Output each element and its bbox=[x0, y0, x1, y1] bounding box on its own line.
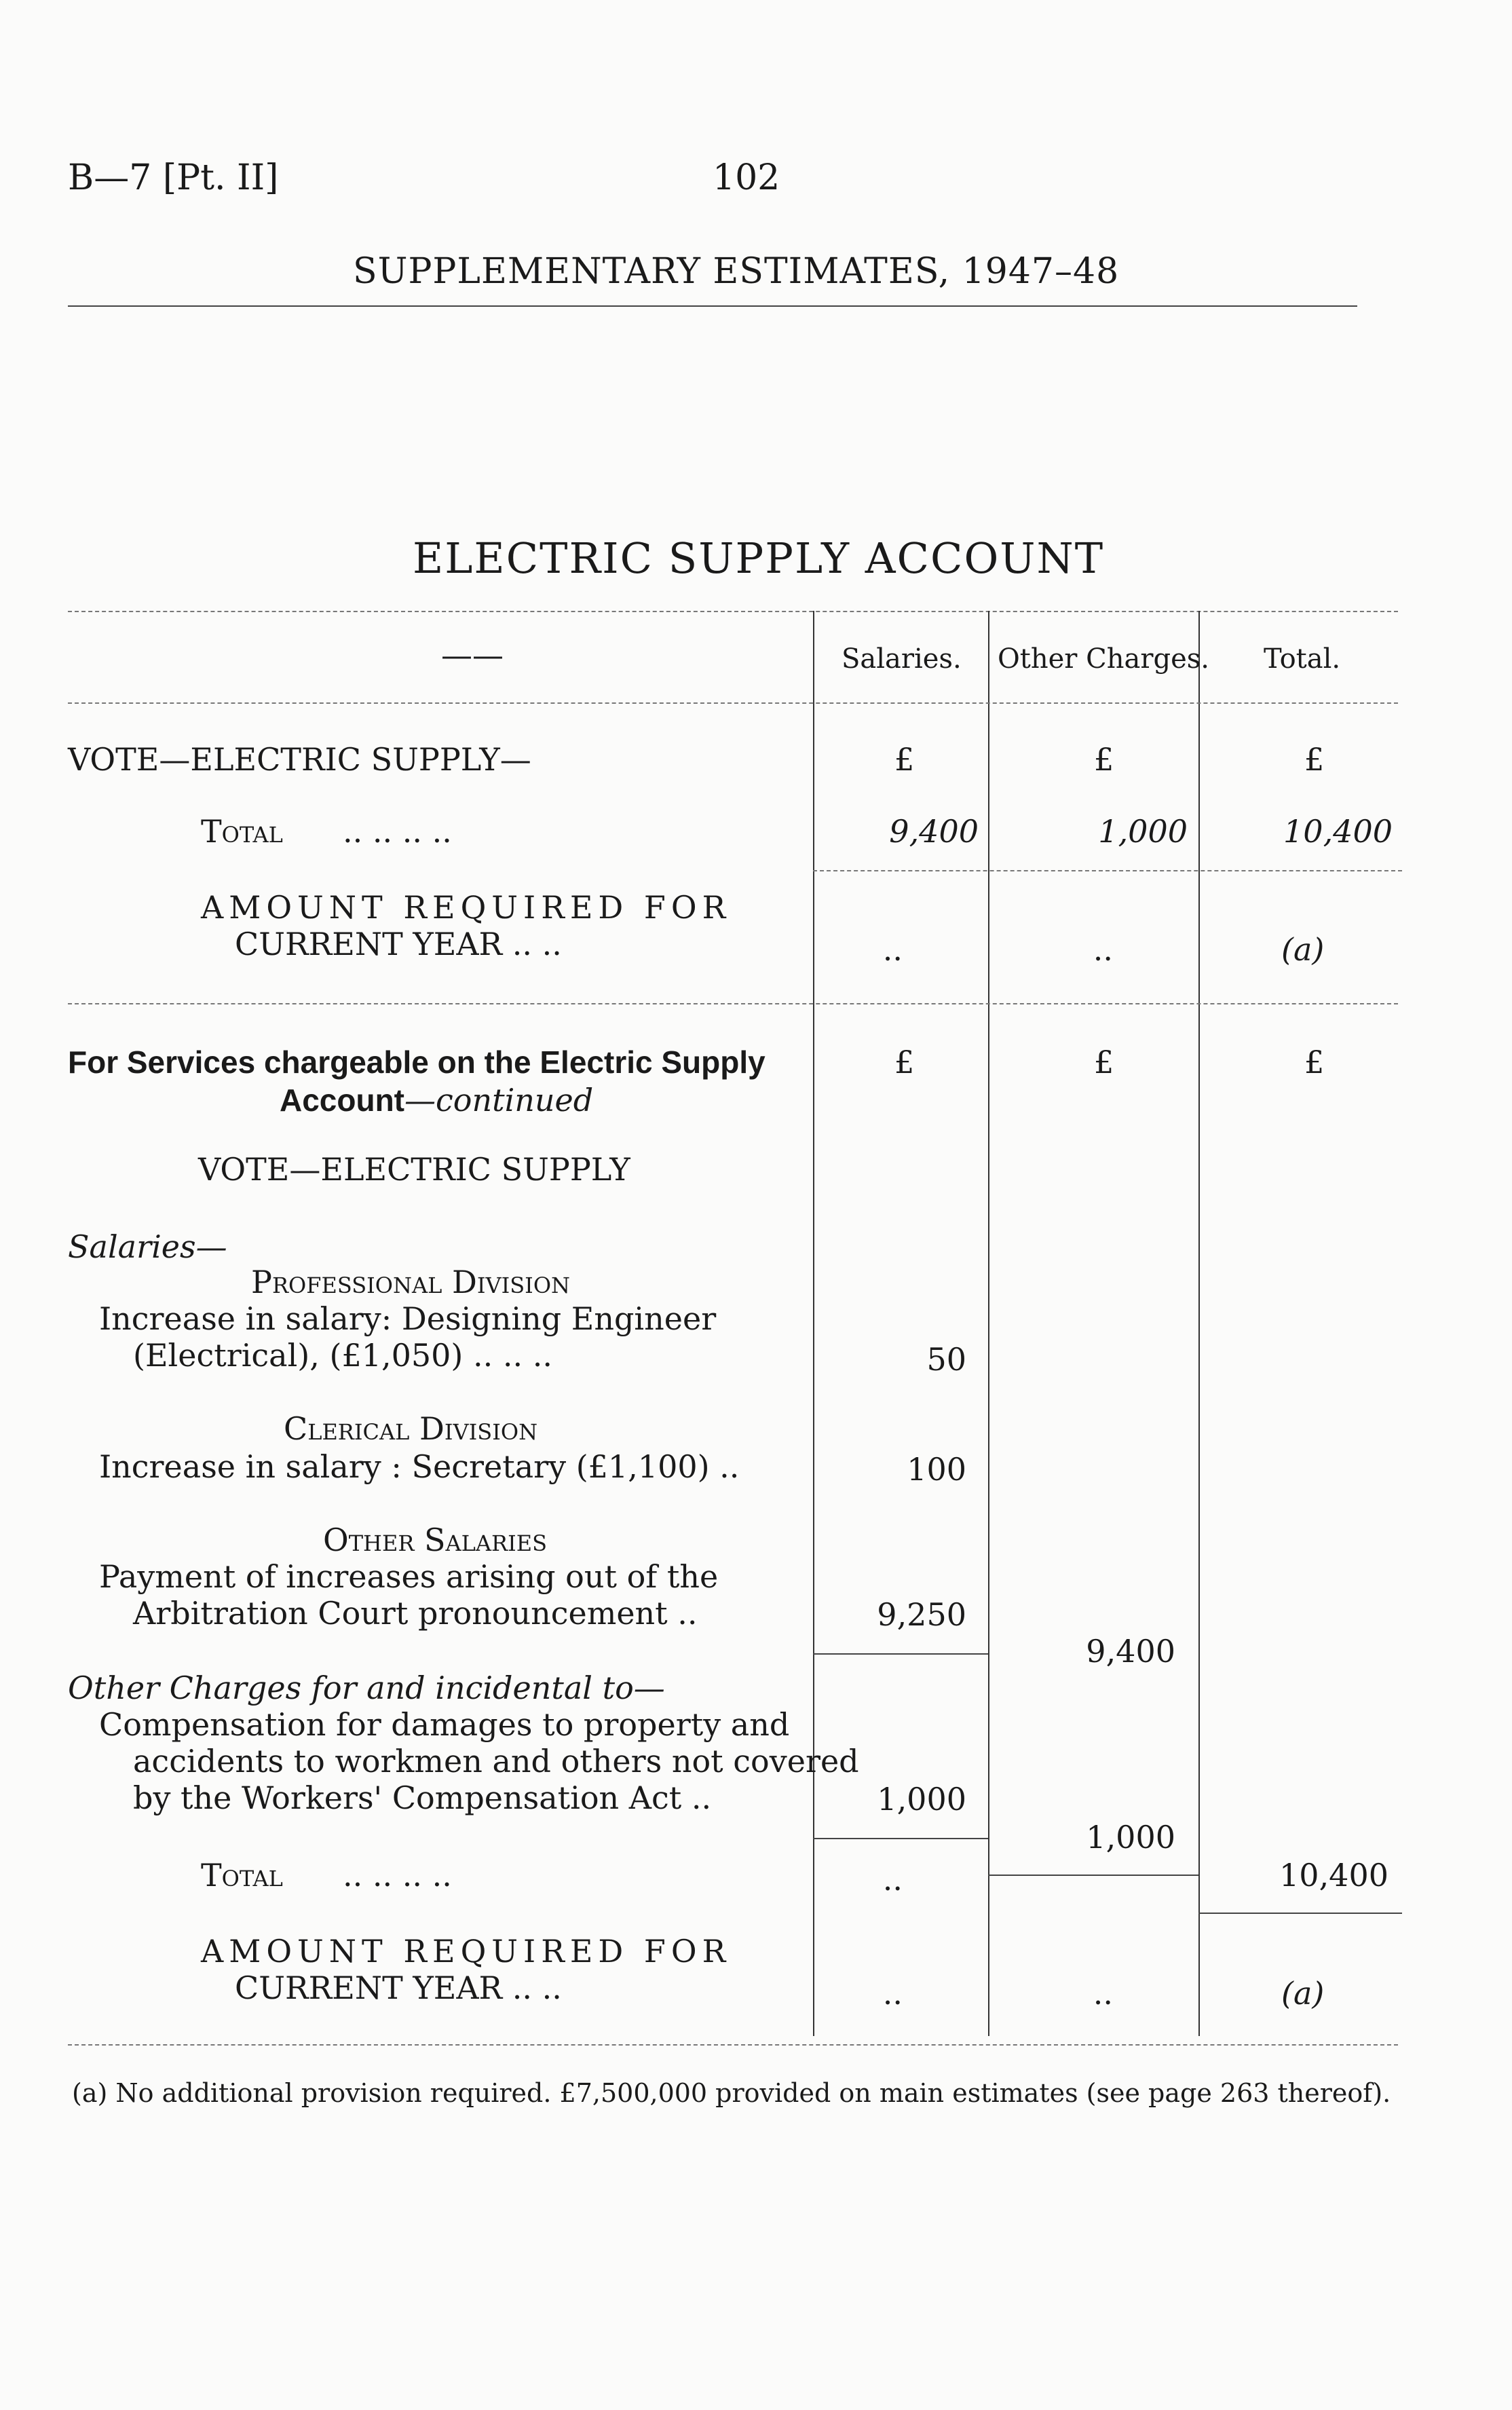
section-heading-cont bbox=[280, 1082, 593, 1118]
amount-required-label-cont: CURRENT YEAR .. .. bbox=[235, 1970, 562, 2006]
other-charges-item: Compensation for damages to property and bbox=[99, 1706, 790, 1743]
total-rule bbox=[988, 1875, 1198, 1876]
col-divider bbox=[1198, 1018, 1200, 2036]
currency-symbol: £ bbox=[894, 1044, 915, 1080]
other-charges-item-cont: accidents to workmen and others not covered bbox=[133, 1743, 859, 1780]
clerical-division-heading: Clerical Division bbox=[284, 1410, 538, 1447]
column-header-other-charges: Other Charges. bbox=[998, 643, 1209, 675]
amount-required-label: AMOUNT REQUIRED FOR bbox=[201, 1933, 732, 1970]
section-rule bbox=[68, 1003, 1398, 1004]
clerical-item: Increase in salary : Secretary (£1,100) .. bbox=[99, 1448, 740, 1485]
detail-total-salaries: .. bbox=[882, 1861, 903, 1898]
other-salaries-item-cont: Arbitration Court pronouncement .. bbox=[133, 1595, 698, 1632]
amount-total-note-ref: (a) bbox=[1281, 931, 1325, 968]
other-charges-amount: 1,000 bbox=[877, 1781, 966, 1818]
salaries-subtotal-rule bbox=[813, 1653, 988, 1655]
summary-grand-total: 10,400 bbox=[1283, 813, 1393, 850]
other-salaries-heading: Other Salaries bbox=[323, 1522, 548, 1558]
detail-total-label: Total bbox=[201, 1857, 283, 1894]
clerical-amount: 100 bbox=[907, 1451, 966, 1488]
currency-symbol: £ bbox=[894, 741, 915, 778]
running-title: SUPPLEMENTARY ESTIMATES, 1947–48 bbox=[353, 251, 1120, 292]
other-charges-heading: Other Charges for and incidental to— bbox=[68, 1670, 665, 1706]
vote-label: VOTE—ELECTRIC SUPPLY bbox=[198, 1151, 630, 1188]
currency-symbol: £ bbox=[1094, 1044, 1114, 1080]
salaries-heading: Salaries— bbox=[68, 1228, 227, 1265]
salaries-subtotal: 9,400 bbox=[1086, 1633, 1175, 1670]
header-rule bbox=[68, 305, 1357, 307]
other-charges-item-cont: by the Workers' Compensation Act .. bbox=[133, 1780, 712, 1816]
currency-symbol: £ bbox=[1304, 1044, 1325, 1080]
col-divider bbox=[988, 1018, 989, 2036]
other-charges-subtotal-rule bbox=[813, 1838, 988, 1839]
page-reference: B—7 [Pt. II] bbox=[68, 157, 279, 198]
other-salaries-amount: 9,250 bbox=[877, 1596, 966, 1633]
column-header-salaries: Salaries. bbox=[842, 643, 962, 675]
summary-salaries-total: 9,400 bbox=[889, 813, 979, 850]
table-bottom-rule bbox=[68, 2044, 1398, 2046]
section-heading-account: Account bbox=[280, 1082, 404, 1118]
grand-total-rule bbox=[1198, 1913, 1402, 1914]
column-header-total: Total. bbox=[1264, 643, 1341, 675]
total-underline bbox=[813, 870, 1402, 871]
column-header-blank: —— bbox=[441, 637, 504, 673]
col-divider bbox=[988, 611, 989, 1025]
summary-other-charges-total: 1,000 bbox=[1098, 813, 1188, 850]
page-number: 102 bbox=[713, 157, 780, 198]
continued-label: —continued bbox=[404, 1082, 594, 1118]
amount-other-charges: .. bbox=[1093, 1975, 1113, 2012]
currency-symbol: £ bbox=[1094, 741, 1114, 778]
leader-dots: .. .. .. .. bbox=[343, 1857, 452, 1894]
professional-item: Increase in salary: Designing Engineer bbox=[99, 1300, 717, 1337]
currency-symbol: £ bbox=[1304, 741, 1325, 778]
amount-other-charges: .. bbox=[1093, 931, 1113, 968]
other-charges-subtotal: 1,000 bbox=[1086, 1819, 1175, 1856]
detail-grand-total: 10,400 bbox=[1279, 1857, 1388, 1894]
footnote: (a) No additional provision required. £7,500,000 provided on main estimates (see page 263 thereof). bbox=[72, 2078, 1391, 2108]
summary-vote-label: VOTE—ELECTRIC SUPPLY— bbox=[68, 741, 531, 778]
section-heading: For Services chargeable on the Electric Supply bbox=[68, 1044, 766, 1080]
professional-amount: 50 bbox=[926, 1341, 966, 1378]
leader-dots: .. .. .. .. bbox=[343, 813, 452, 850]
account-title: ELECTRIC SUPPLY ACCOUNT bbox=[413, 533, 1105, 583]
summary-total-label: Total bbox=[201, 813, 283, 850]
amount-required-label-cont: CURRENT YEAR .. .. bbox=[235, 926, 562, 962]
amount-total-note-ref: (a) bbox=[1281, 1975, 1325, 2012]
amount-required-label: AMOUNT REQUIRED FOR bbox=[201, 889, 732, 926]
professional-division-heading: Professional Division bbox=[251, 1264, 571, 1300]
amount-salaries: .. bbox=[882, 1975, 903, 2012]
header-row-rule bbox=[68, 702, 1398, 704]
professional-item-cont: (Electrical), (£1,050) .. .. .. bbox=[133, 1337, 552, 1374]
other-salaries-item: Payment of increases arising out of the bbox=[99, 1558, 719, 1595]
amount-salaries: .. bbox=[882, 931, 903, 968]
